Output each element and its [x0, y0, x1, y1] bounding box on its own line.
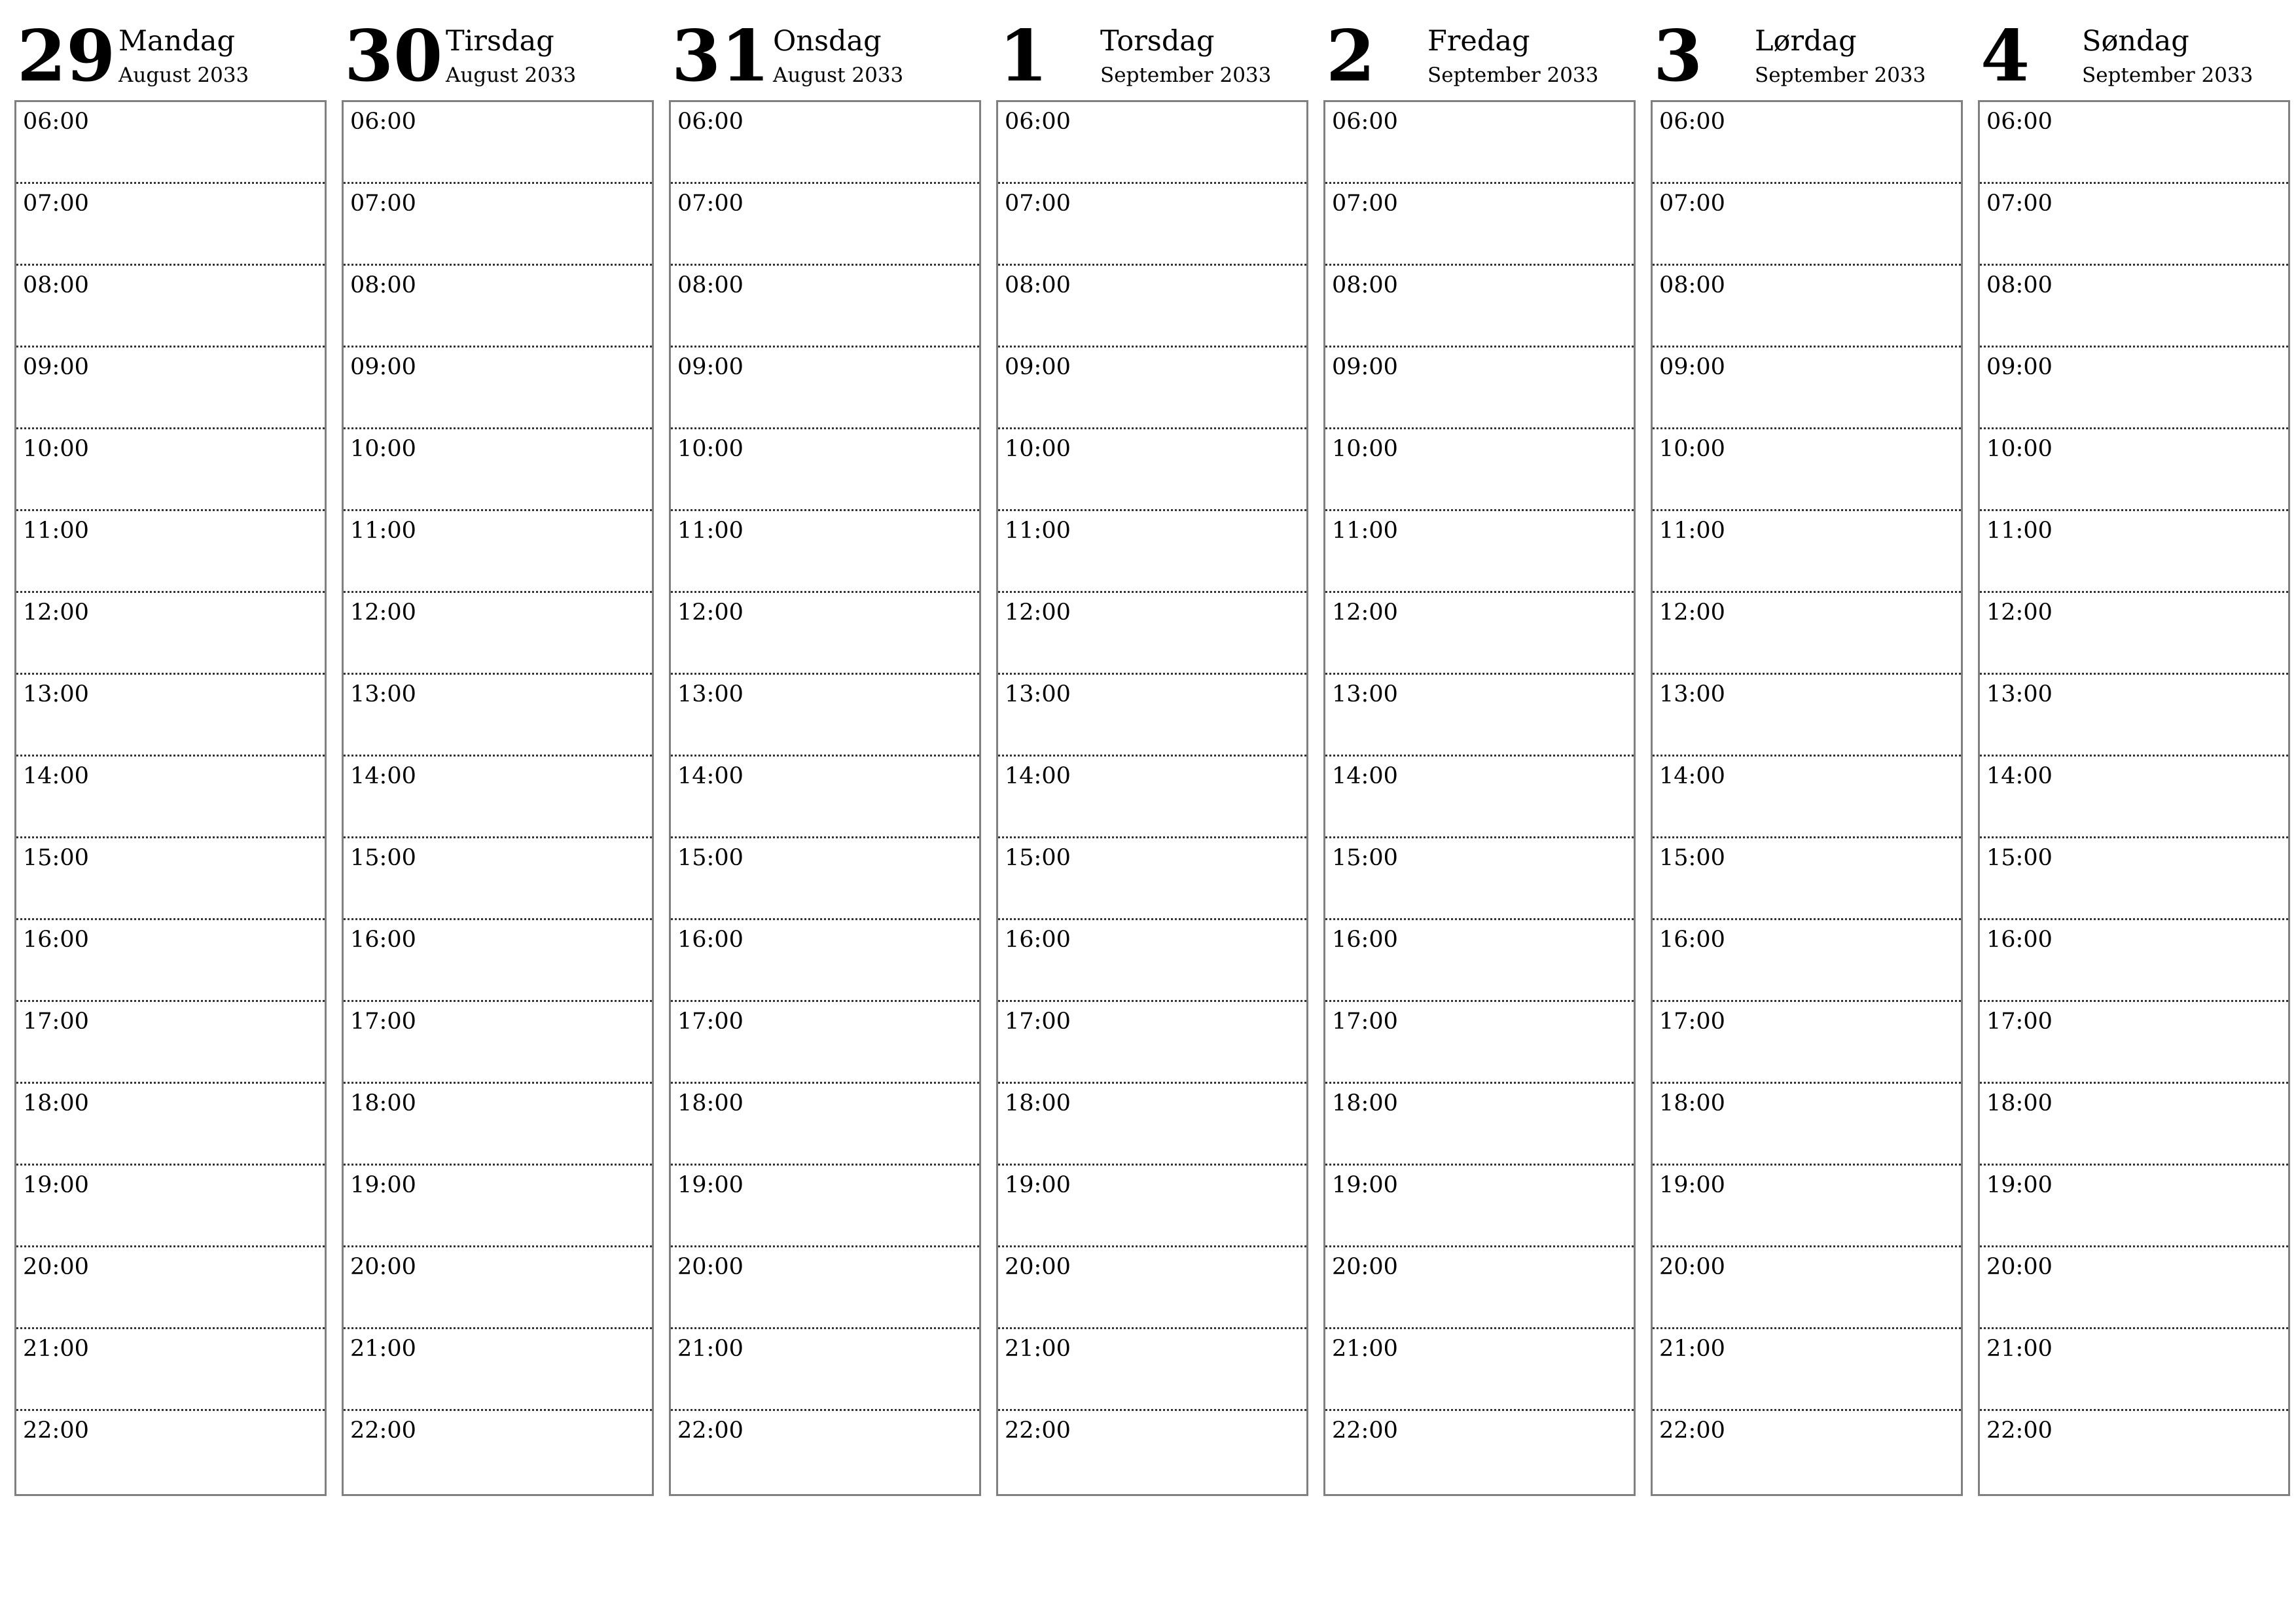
- day-header: [996, 0, 1308, 100]
- time-slot-label: 22:00: [350, 1418, 416, 1444]
- time-slot[interactable]: [998, 1166, 1306, 1247]
- time-slot-label: 20:00: [677, 1254, 744, 1280]
- time-slot-label: 21:00: [1332, 1336, 1398, 1362]
- time-slot-label: 13:00: [1659, 681, 1725, 707]
- time-slot-label: 17:00: [350, 1008, 416, 1035]
- time-slot-label: 22:00: [23, 1418, 89, 1444]
- day-name: Mandag: [118, 25, 236, 58]
- day-schedule-grid: [1978, 100, 2290, 1496]
- time-slot[interactable]: [16, 1084, 325, 1166]
- day-month: September 2033: [1755, 63, 1926, 87]
- time-slot[interactable]: [16, 429, 325, 511]
- time-slot[interactable]: [671, 348, 979, 429]
- time-slot[interactable]: [1325, 184, 1634, 266]
- time-slot-label: 10:00: [350, 436, 416, 462]
- time-slot[interactable]: [16, 1411, 325, 1494]
- time-slot-label: 08:00: [1332, 272, 1398, 298]
- time-slot-label: 12:00: [1659, 599, 1725, 626]
- time-slot-label: 16:00: [350, 927, 416, 953]
- time-slot-label: 10:00: [677, 436, 744, 462]
- time-slot-label: 10:00: [1332, 436, 1398, 462]
- time-slot[interactable]: [671, 429, 979, 511]
- time-slot-label: 09:00: [1005, 354, 1071, 380]
- time-slot[interactable]: [1325, 1002, 1634, 1084]
- time-slot[interactable]: [16, 1329, 325, 1411]
- time-slot[interactable]: [671, 1166, 979, 1247]
- day-number: 30: [344, 15, 443, 98]
- time-slot-label: 08:00: [1659, 272, 1725, 298]
- time-slot-label: 18:00: [350, 1090, 416, 1116]
- time-slot-label: 14:00: [23, 763, 89, 789]
- time-slot-label: 16:00: [677, 927, 744, 953]
- time-slot[interactable]: [1653, 593, 1961, 675]
- time-slot[interactable]: [1653, 1084, 1961, 1166]
- day-name: Søndag: [2082, 25, 2189, 58]
- time-slot[interactable]: [344, 511, 652, 593]
- time-slot[interactable]: [1653, 1002, 1961, 1084]
- day-month: August 2033: [773, 63, 904, 87]
- time-slot-label: 14:00: [1005, 763, 1071, 789]
- day-schedule-grid: [14, 100, 327, 1496]
- time-slot[interactable]: [1980, 102, 2288, 184]
- time-slot-label: 12:00: [1986, 599, 2053, 626]
- time-slot[interactable]: [671, 920, 979, 1002]
- time-slot[interactable]: [16, 920, 325, 1002]
- day-column: [1651, 0, 1963, 1505]
- time-slot-label: 19:00: [1659, 1172, 1725, 1198]
- day-number: 29: [17, 15, 116, 98]
- time-slot[interactable]: [16, 266, 325, 348]
- day-number: 1: [999, 15, 1049, 98]
- day-schedule-grid: [1651, 100, 1963, 1496]
- time-slot[interactable]: [1653, 266, 1961, 348]
- time-slot-label: 14:00: [1332, 763, 1398, 789]
- time-slot-label: 08:00: [677, 272, 744, 298]
- day-number: 2: [1326, 15, 1376, 98]
- time-slot[interactable]: [671, 102, 979, 184]
- time-slot[interactable]: [1325, 838, 1634, 920]
- day-number: 3: [1653, 15, 1703, 98]
- time-slot[interactable]: [1653, 1411, 1961, 1494]
- time-slot[interactable]: [1325, 1247, 1634, 1329]
- time-slot[interactable]: [998, 184, 1306, 266]
- time-slot[interactable]: [1980, 184, 2288, 266]
- time-slot[interactable]: [998, 920, 1306, 1002]
- time-slot-label: 20:00: [1332, 1254, 1398, 1280]
- time-slot[interactable]: [1325, 429, 1634, 511]
- time-slot-label: 18:00: [1332, 1090, 1398, 1116]
- time-slot-label: 15:00: [23, 845, 89, 871]
- time-slot-label: 19:00: [1332, 1172, 1398, 1198]
- day-schedule-grid: [996, 100, 1308, 1496]
- time-slot[interactable]: [671, 1329, 979, 1411]
- time-slot-label: 17:00: [1005, 1008, 1071, 1035]
- day-name: Tirsdag: [446, 25, 554, 58]
- day-schedule-grid: [1323, 100, 1636, 1496]
- time-slot-label: 10:00: [1986, 436, 2053, 462]
- time-slot-label: 14:00: [1986, 763, 2053, 789]
- time-slot-label: 07:00: [1332, 190, 1398, 217]
- time-slot[interactable]: [1325, 757, 1634, 838]
- time-slot-label: 21:00: [1986, 1336, 2053, 1362]
- weekly-planner: [14, 0, 2284, 1505]
- time-slot[interactable]: [1980, 1002, 2288, 1084]
- time-slot-label: 11:00: [350, 518, 416, 544]
- time-slot-label: 07:00: [1986, 190, 2053, 217]
- time-slot-label: 12:00: [677, 599, 744, 626]
- time-slot[interactable]: [16, 675, 325, 757]
- time-slot[interactable]: [998, 266, 1306, 348]
- time-slot[interactable]: [344, 429, 652, 511]
- time-slot[interactable]: [1980, 266, 2288, 348]
- time-slot-label: 11:00: [1659, 518, 1725, 544]
- time-slot[interactable]: [1653, 757, 1961, 838]
- time-slot-label: 22:00: [1005, 1418, 1071, 1444]
- time-slot[interactable]: [1325, 1084, 1634, 1166]
- day-schedule-grid: [342, 100, 654, 1496]
- time-slot[interactable]: [1653, 429, 1961, 511]
- time-slot-label: 10:00: [1659, 436, 1725, 462]
- time-slot-label: 19:00: [677, 1172, 744, 1198]
- time-slot-label: 14:00: [677, 763, 744, 789]
- day-month: September 2033: [2082, 63, 2253, 87]
- day-header: [1978, 0, 2290, 100]
- time-slot-label: 19:00: [350, 1172, 416, 1198]
- time-slot[interactable]: [16, 184, 325, 266]
- time-slot-label: 13:00: [677, 681, 744, 707]
- time-slot[interactable]: [1653, 838, 1961, 920]
- time-slot-label: 20:00: [350, 1254, 416, 1280]
- time-slot-label: 15:00: [1659, 845, 1725, 871]
- time-slot[interactable]: [16, 1247, 325, 1329]
- time-slot-label: 13:00: [1005, 681, 1071, 707]
- time-slot[interactable]: [998, 1329, 1306, 1411]
- time-slot-label: 19:00: [1005, 1172, 1071, 1198]
- time-slot[interactable]: [998, 102, 1306, 184]
- time-slot-label: 15:00: [677, 845, 744, 871]
- time-slot[interactable]: [671, 757, 979, 838]
- time-slot[interactable]: [998, 1247, 1306, 1329]
- time-slot[interactable]: [1325, 1329, 1634, 1411]
- time-slot-label: 17:00: [677, 1008, 744, 1035]
- time-slot[interactable]: [1980, 1411, 2288, 1494]
- time-slot[interactable]: [1325, 1411, 1634, 1494]
- time-slot-label: 08:00: [350, 272, 416, 298]
- time-slot[interactable]: [998, 348, 1306, 429]
- time-slot[interactable]: [671, 1084, 979, 1166]
- time-slot-label: 21:00: [23, 1336, 89, 1362]
- time-slot-label: 18:00: [677, 1090, 744, 1116]
- time-slot[interactable]: [998, 1002, 1306, 1084]
- time-slot[interactable]: [671, 266, 979, 348]
- time-slot-label: 22:00: [677, 1418, 744, 1444]
- time-slot-label: 17:00: [1332, 1008, 1398, 1035]
- day-column: [996, 0, 1308, 1505]
- time-slot-label: 12:00: [1332, 599, 1398, 626]
- time-slot[interactable]: [1653, 1329, 1961, 1411]
- time-slot[interactable]: [998, 429, 1306, 511]
- time-slot[interactable]: [671, 593, 979, 675]
- day-name: Torsdag: [1100, 25, 1215, 58]
- time-slot[interactable]: [16, 593, 325, 675]
- time-slot[interactable]: [671, 511, 979, 593]
- day-name: Onsdag: [773, 25, 882, 58]
- time-slot-label: 06:00: [677, 109, 744, 135]
- time-slot[interactable]: [344, 757, 652, 838]
- time-slot-label: 06:00: [23, 109, 89, 135]
- time-slot[interactable]: [1325, 266, 1634, 348]
- time-slot[interactable]: [16, 838, 325, 920]
- time-slot-label: 11:00: [23, 518, 89, 544]
- day-header: [342, 0, 654, 100]
- time-slot-label: 20:00: [1005, 1254, 1071, 1280]
- time-slot-label: 06:00: [1659, 109, 1725, 135]
- time-slot-label: 06:00: [1332, 109, 1398, 135]
- time-slot[interactable]: [1980, 1329, 2288, 1411]
- time-slot-label: 17:00: [1659, 1008, 1725, 1035]
- day-name: Lørdag: [1755, 25, 1857, 58]
- time-slot-label: 15:00: [350, 845, 416, 871]
- day-header: [1651, 0, 1963, 100]
- time-slot-label: 09:00: [1659, 354, 1725, 380]
- day-column: [669, 0, 981, 1505]
- time-slot[interactable]: [1325, 593, 1634, 675]
- day-name: Fredag: [1427, 25, 1530, 58]
- time-slot-label: 21:00: [350, 1336, 416, 1362]
- time-slot-label: 16:00: [23, 927, 89, 953]
- time-slot[interactable]: [344, 920, 652, 1002]
- time-slot[interactable]: [344, 1002, 652, 1084]
- time-slot[interactable]: [1653, 348, 1961, 429]
- time-slot[interactable]: [1980, 838, 2288, 920]
- time-slot[interactable]: [344, 1329, 652, 1411]
- time-slot[interactable]: [16, 1166, 325, 1247]
- time-slot[interactable]: [1980, 593, 2288, 675]
- time-slot[interactable]: [998, 593, 1306, 675]
- time-slot[interactable]: [1653, 184, 1961, 266]
- day-column: [14, 0, 327, 1505]
- time-slot-label: 07:00: [23, 190, 89, 217]
- time-slot-label: 08:00: [1986, 272, 2053, 298]
- time-slot-label: 09:00: [1332, 354, 1398, 380]
- time-slot-label: 22:00: [1659, 1418, 1725, 1444]
- time-slot[interactable]: [16, 757, 325, 838]
- time-slot-label: 08:00: [23, 272, 89, 298]
- time-slot[interactable]: [1325, 675, 1634, 757]
- time-slot[interactable]: [671, 1411, 979, 1494]
- time-slot[interactable]: [1653, 920, 1961, 1002]
- day-header: [14, 0, 327, 100]
- time-slot[interactable]: [16, 1002, 325, 1084]
- time-slot-label: 22:00: [1332, 1418, 1398, 1444]
- time-slot-label: 12:00: [1005, 599, 1071, 626]
- time-slot-label: 18:00: [23, 1090, 89, 1116]
- time-slot-label: 08:00: [1005, 272, 1071, 298]
- time-slot-label: 16:00: [1332, 927, 1398, 953]
- time-slot[interactable]: [344, 348, 652, 429]
- time-slot-label: 12:00: [23, 599, 89, 626]
- time-slot[interactable]: [671, 838, 979, 920]
- time-slot[interactable]: [1653, 1247, 1961, 1329]
- time-slot-label: 10:00: [1005, 436, 1071, 462]
- time-slot[interactable]: [16, 102, 325, 184]
- time-slot-label: 14:00: [350, 763, 416, 789]
- day-number: 31: [672, 15, 770, 98]
- time-slot[interactable]: [671, 675, 979, 757]
- time-slot-label: 17:00: [23, 1008, 89, 1035]
- time-slot[interactable]: [998, 1084, 1306, 1166]
- time-slot-label: 22:00: [1986, 1418, 2053, 1444]
- day-month: August 2033: [118, 63, 249, 87]
- time-slot[interactable]: [998, 1411, 1306, 1494]
- time-slot-label: 15:00: [1986, 845, 2053, 871]
- time-slot[interactable]: [1980, 1247, 2288, 1329]
- time-slot[interactable]: [1980, 348, 2288, 429]
- time-slot[interactable]: [1325, 1166, 1634, 1247]
- time-slot-label: 11:00: [677, 518, 744, 544]
- time-slot-label: 18:00: [1986, 1090, 2053, 1116]
- time-slot-label: 18:00: [1659, 1090, 1725, 1116]
- time-slot-label: 06:00: [350, 109, 416, 135]
- day-month: September 2033: [1427, 63, 1599, 87]
- time-slot[interactable]: [1980, 1084, 2288, 1166]
- time-slot-label: 12:00: [350, 599, 416, 626]
- time-slot[interactable]: [1325, 511, 1634, 593]
- time-slot-label: 13:00: [1332, 681, 1398, 707]
- time-slot-label: 13:00: [350, 681, 416, 707]
- time-slot-label: 13:00: [23, 681, 89, 707]
- time-slot-label: 09:00: [1986, 354, 2053, 380]
- day-column: [1323, 0, 1636, 1505]
- time-slot-label: 06:00: [1986, 109, 2053, 135]
- time-slot[interactable]: [344, 1084, 652, 1166]
- time-slot[interactable]: [998, 675, 1306, 757]
- time-slot[interactable]: [998, 511, 1306, 593]
- time-slot[interactable]: [344, 1166, 652, 1247]
- time-slot[interactable]: [344, 184, 652, 266]
- time-slot-label: 16:00: [1986, 927, 2053, 953]
- time-slot-label: 21:00: [677, 1336, 744, 1362]
- time-slot-label: 15:00: [1005, 845, 1071, 871]
- time-slot-label: 11:00: [1332, 518, 1398, 544]
- time-slot-label: 14:00: [1659, 763, 1725, 789]
- time-slot[interactable]: [1980, 675, 2288, 757]
- time-slot[interactable]: [344, 266, 652, 348]
- time-slot-label: 13:00: [1986, 681, 2053, 707]
- time-slot-label: 19:00: [23, 1172, 89, 1198]
- day-column: [1978, 0, 2290, 1505]
- time-slot-label: 19:00: [1986, 1172, 2053, 1198]
- time-slot-label: 21:00: [1659, 1336, 1725, 1362]
- time-slot[interactable]: [1653, 675, 1961, 757]
- time-slot-label: 20:00: [23, 1254, 89, 1280]
- time-slot-label: 17:00: [1986, 1008, 2053, 1035]
- day-month: September 2033: [1100, 63, 1272, 87]
- time-slot[interactable]: [16, 511, 325, 593]
- time-slot-label: 20:00: [1986, 1254, 2053, 1280]
- time-slot-label: 10:00: [23, 436, 89, 462]
- time-slot[interactable]: [344, 675, 652, 757]
- time-slot[interactable]: [1980, 920, 2288, 1002]
- time-slot-label: 15:00: [1332, 845, 1398, 871]
- time-slot-label: 11:00: [1005, 518, 1071, 544]
- time-slot-label: 07:00: [677, 190, 744, 217]
- time-slot-label: 18:00: [1005, 1090, 1071, 1116]
- time-slot[interactable]: [344, 1247, 652, 1329]
- time-slot-label: 16:00: [1005, 927, 1071, 953]
- time-slot[interactable]: [16, 348, 325, 429]
- time-slot-label: 09:00: [23, 354, 89, 380]
- time-slot-label: 16:00: [1659, 927, 1725, 953]
- time-slot[interactable]: [1980, 1166, 2288, 1247]
- time-slot-label: 07:00: [1659, 190, 1725, 217]
- day-header: [1323, 0, 1636, 100]
- time-slot[interactable]: [1653, 102, 1961, 184]
- time-slot[interactable]: [344, 102, 652, 184]
- time-slot-label: 06:00: [1005, 109, 1071, 135]
- time-slot[interactable]: [998, 757, 1306, 838]
- time-slot[interactable]: [1325, 348, 1634, 429]
- day-column: [342, 0, 654, 1505]
- time-slot[interactable]: [671, 1247, 979, 1329]
- time-slot[interactable]: [1653, 511, 1961, 593]
- time-slot[interactable]: [344, 838, 652, 920]
- time-slot[interactable]: [344, 593, 652, 675]
- time-slot-label: 07:00: [1005, 190, 1071, 217]
- time-slot-label: 09:00: [350, 354, 416, 380]
- time-slot[interactable]: [1980, 511, 2288, 593]
- time-slot-label: 09:00: [677, 354, 744, 380]
- day-number: 4: [1981, 15, 2030, 98]
- time-slot[interactable]: [1325, 102, 1634, 184]
- time-slot[interactable]: [344, 1411, 652, 1494]
- time-slot[interactable]: [1653, 1166, 1961, 1247]
- time-slot[interactable]: [1980, 757, 2288, 838]
- time-slot[interactable]: [998, 838, 1306, 920]
- time-slot-label: 11:00: [1986, 518, 2053, 544]
- time-slot[interactable]: [1980, 429, 2288, 511]
- time-slot-label: 21:00: [1005, 1336, 1071, 1362]
- time-slot[interactable]: [671, 184, 979, 266]
- time-slot-label: 20:00: [1659, 1254, 1725, 1280]
- day-month: August 2033: [446, 63, 577, 87]
- day-schedule-grid: [669, 100, 981, 1496]
- time-slot-label: 07:00: [350, 190, 416, 217]
- time-slot[interactable]: [671, 1002, 979, 1084]
- day-header: [669, 0, 981, 100]
- time-slot[interactable]: [1325, 920, 1634, 1002]
